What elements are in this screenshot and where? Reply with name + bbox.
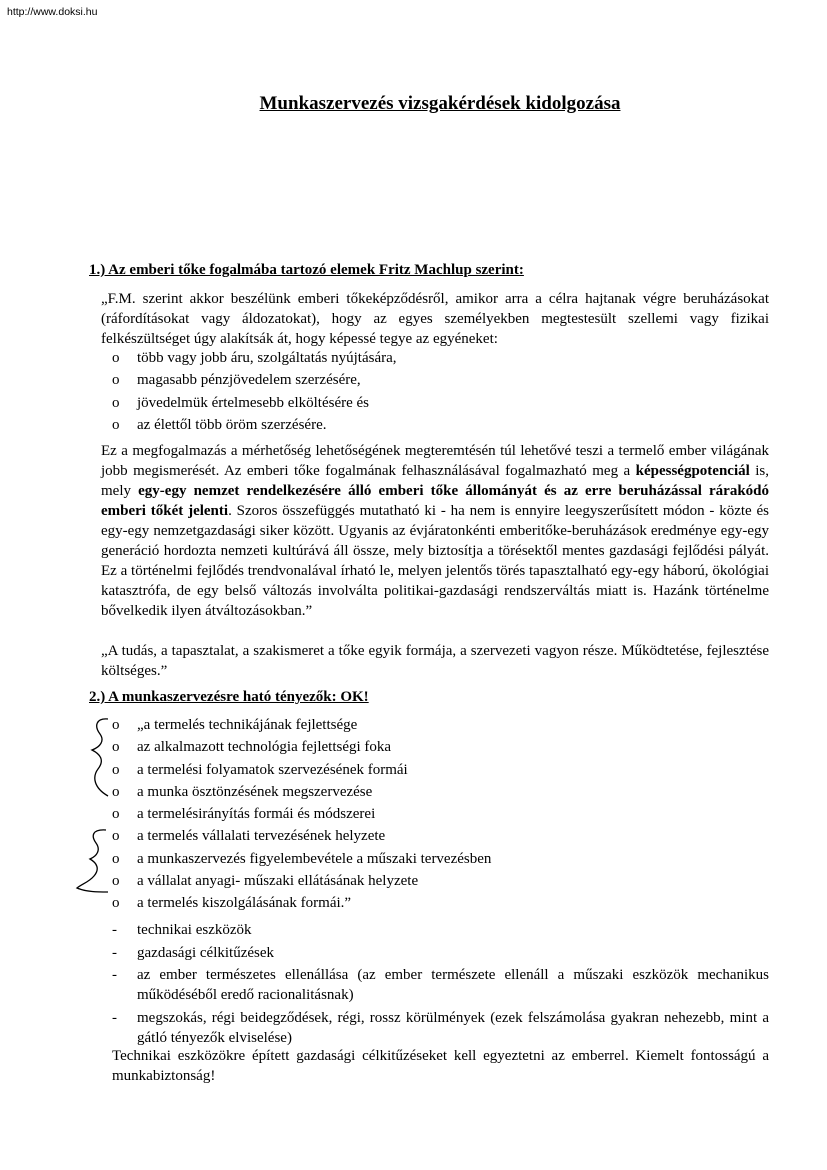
section1-intro: „F.M. szerint akkor beszélünk emberi tőkeképződésről, amikor arra a célra hajtanak végre beruházásokat (ráfordításokat vagy áldozatokat), hogy az egyes személyekben megtestesült szellemi vagy fizikai felkészültséget úgy alakítsák át, hogy képessé tegye az egyéneket: <box>101 291 769 347</box>
list-item: - megszokás, régi beidegződések, régi, rossz körülmények (ezek felszámolása gyakran nehezebb, mint a gátló tényezők elviselése) <box>112 1009 769 1046</box>
bullet-icon: o <box>112 873 120 890</box>
list-item: o a termelési folyamatok szervezésének formái <box>112 759 491 781</box>
handwritten-brace-icon <box>74 826 114 896</box>
section1-bullet-list <box>112 347 397 436</box>
section2-closing: Technikai eszközökre épített gazdasági célkitűzéseket kell egyeztetni az emberrel. Kiemelt fontosságú a munkabiztonság! <box>112 1048 769 1084</box>
dash-icon: - <box>112 967 117 983</box>
section2-dash-list <box>112 920 769 1050</box>
list-item: o a munkaszervezés figyelembevétele a műszaki tervezésben <box>112 848 491 870</box>
list-item: o az élettől több öröm szerzésére. <box>112 414 397 436</box>
section1-quote: „A tudás, a tapasztalat, a szakismeret a tőke egyik formája, a szervezeti vagyon része. Működtetése, fejlesztése költséges.” <box>101 643 769 679</box>
list-item: o a termelésirányítás formái és módszerei <box>112 803 491 825</box>
list-item: - az ember természetes ellenállása (az ember természete ellenáll a műszaki eszközök mechanikus működéséből eredő racionalitásnak) <box>112 967 769 1003</box>
bullet-icon: o <box>112 717 120 733</box>
bullet-icon: o <box>112 350 120 366</box>
bullet-icon: o <box>112 739 120 756</box>
section1-heading: 1.) Az emberi tőke fogalmába tartozó elemek Fritz Machlup szerint: <box>89 262 524 278</box>
list-item: o „a termelés technikájának fejlettsége <box>112 714 491 736</box>
list-item: o jövedelmük értelmesebb elköltésére és <box>112 392 397 414</box>
emphasis-definition: egy-egy nemzet rendelkezésére álló emberi tőke állományát és az erre beruházással rárakódó emberi tőkét jelenti <box>101 483 770 519</box>
dash-icon: - <box>112 922 117 938</box>
list-item: o a termelés vállalati tervezésének helyzete <box>112 825 491 847</box>
bullet-icon: o <box>112 372 120 389</box>
list-item: o több vagy jobb áru, szolgáltatás nyújtására, <box>112 347 397 369</box>
section2-bullet-list <box>112 714 491 915</box>
bullet-icon: o <box>112 806 120 823</box>
list-item: - technikai eszközök <box>112 922 252 938</box>
bullet-icon: o <box>112 394 120 411</box>
bullet-icon: o <box>112 783 120 800</box>
bullet-icon: o <box>112 416 120 433</box>
bullet-icon: o <box>112 850 120 867</box>
list-item: o a vállalat anyagi- műszaki ellátásának helyzete <box>112 870 491 892</box>
dash-icon: - <box>112 1009 117 1026</box>
document-title: Munkaszervezés vizsgakérdések kidolgozása <box>259 93 621 114</box>
list-item: o a munka ösztönzésének megszervezése <box>112 781 491 803</box>
bullet-icon: o <box>112 828 120 845</box>
bullet-icon: o <box>112 761 120 778</box>
list-item: o a termelés kiszolgálásának formái.” <box>112 892 491 914</box>
handwritten-brace-icon <box>86 714 116 800</box>
dash-icon: - <box>112 944 117 961</box>
section2-heading: 2.) A munkaszervezésre ható tényezők: OK! <box>89 689 369 705</box>
list-item: o magasabb pénzjövedelem szerzésére, <box>112 369 397 391</box>
emphasis-term: képességpotenciál <box>635 463 750 479</box>
list-item: o az alkalmazott technológia fejlettségi foka <box>112 736 491 758</box>
bullet-icon: o <box>112 895 120 912</box>
source-url[interactable]: http://www.doksi.hu <box>7 6 98 18</box>
section1-paragraph: Ez a megfogalmazás a mérhetőség lehetőségének megteremtésén túl lehetővé teszi a termelő ember világának jobb megismerését. Az emberi tőke fogalmának felhasználásával fogalmazható meg a képességpotenciál is, mely egy-egy nemzet rendelkezésére álló emberi tőke állományát és az erre beruházással rárakódó emberi tőkét jelenti. Szoros összefüggés mutatható ki - ha nem is ennyire leegyszerűsített módon - közte és egy-egy nemzetgazdasági siker között. Ugyanis az évjáratonkénti emberitőke-beruházások eredménye egy-egy generáció hordozta nemzeti kultúrává áll össze, mely biztosítja a törésektől mentes gazdasági fejlődési pályát. Ez a történelmi fejlődés trendvonalával írható le, melyen jelentős törés tapasztalható egy-egy háború, ökológiai katasztrófa, de egy belső változás involválta politikai-gazdasági rendszerváltás miatt is. Hazánk történelme bővelkedik ilyen átváltozásokban.” <box>101 443 770 619</box>
list-item: - gazdasági célkitűzések <box>112 944 275 961</box>
